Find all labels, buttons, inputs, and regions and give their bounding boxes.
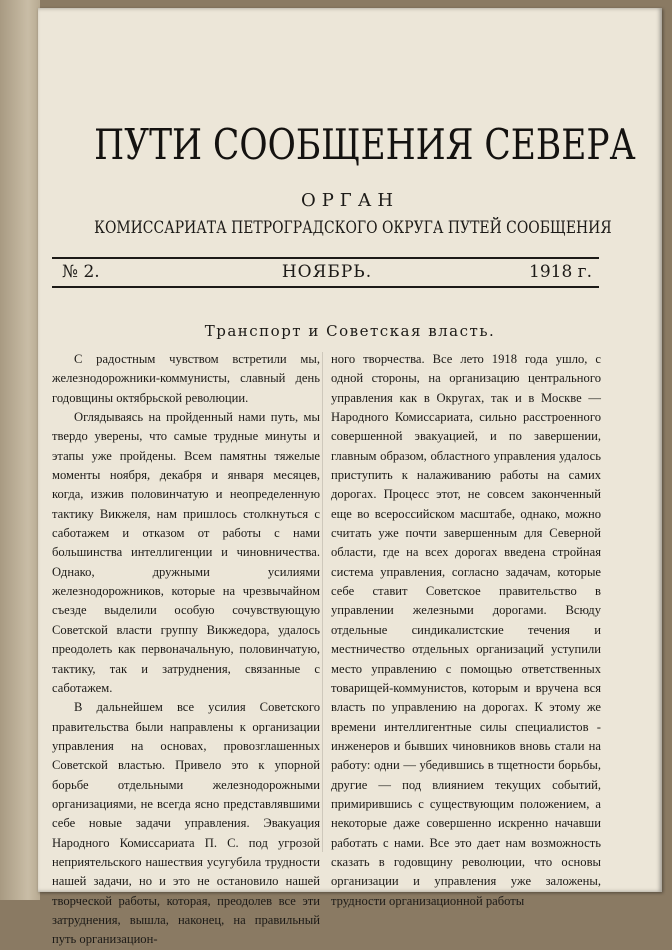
article-column-left [52, 350, 320, 950]
masthead-title: ПУТИ СООБЩЕНИЯ СЕВЕРА [94, 120, 636, 169]
paragraph: В дальнейшем все усилия Советского правительства были направлены к организации управления на основах, провозглашенных Советской властью. Привело это к упорной борьбе отдельными железнодорожными организациями, не всегда ясно представлявшими себе новые задачи управления. Эвакуация Народного Комиссариата П. С. под угрозой неприятельского нашествия усугубила трудности нашей задачи, но и это не остановило нашей творческой работы, которая, преодолев все эти затруднения, вышла, наконец, на правильный путь организацион- [52, 700, 320, 947]
issue-number: № 2. [62, 262, 100, 282]
paragraph: С радостным чувством встретили мы, железнодорожники-коммунисты, славный день годовщины октябрьской революции. [52, 352, 320, 405]
masthead-organ: ОРГАН [300, 190, 400, 211]
issue-month: НОЯБРЬ. [281, 262, 373, 282]
masthead-subtitle: КОМИССАРИАТА ПЕТРОГРАДСКОГО ОКРУГА ПУТЕЙ СООБЩЕНИЯ [94, 218, 612, 238]
paragraph: Оглядываясь на пройденный нами путь, мы твердо уверены, что самые трудные минуты и этапы уже пройдены. Всем памятны тяжелые моменты ноября, декабря и января месяцев, когда, изжив половинчатую и неопределенную тактику Викжеля, нам пришлось столкнуться с саботажем и отказом от работы с нами большинства интеллигенции и чиновничества. Однако, дружными усилиями железнодорожников, которые на чрезвычайном съезде выделили особую сочувствующую Советской власти группу Викжедора, удалось преодолеть как первоначальную, половинчатую, тактику, так и затруднения, связанные с саботажем. [52, 410, 320, 695]
newspaper-page [38, 8, 662, 947]
bottom-rule [52, 286, 599, 288]
paragraph: ного творчества. Все лето 1918 года ушло, с одной стороны, на организацию центрального управления как в Округах, так и в Москве — Народного Комиссариата, сильно расстроенного совершенной эвакуацией, и по завершении, главным образом, областного управления удалось приступить к налаживанию работы на самих дорогах. Процесс этот, не совсем законченный еще во всероссийском масштабе, однако, можно считать уже почти завершенным для Северной области, где на всех дорогах введена стройная система управления, согласно задачам, которые себе ставит Советское правительство в управлении железными дорогами. Всюду отдельные синдикалистские течения и местничество отдельных организаций уступили место управлению с помощью ответственных товарищей-коммунистов, которым и вручена вся власть по управлению на дорогах. К этому же времени интеллигентные силы специалистов - инженеров и бывших чиновников вновь стали на работу: одни — убедившись в тщетности борьбы, другие — под влиянием текущих событий, примирившись с существующим положением, а некоторые даже совершенно искренно начавши работать с нами. Все это дает нам возможность сказать в годовщину революции, что основы организации и управления уже заложены, трудности организационной работы [331, 352, 601, 908]
issue-line [62, 262, 592, 284]
article-column-right [331, 350, 601, 911]
book-spine-edge [0, 0, 40, 900]
top-rule [52, 257, 599, 259]
column-gutter [322, 352, 323, 852]
issue-year: 1918 г. [529, 262, 592, 282]
article-title: Транспорт и Советская власть. [204, 322, 496, 340]
